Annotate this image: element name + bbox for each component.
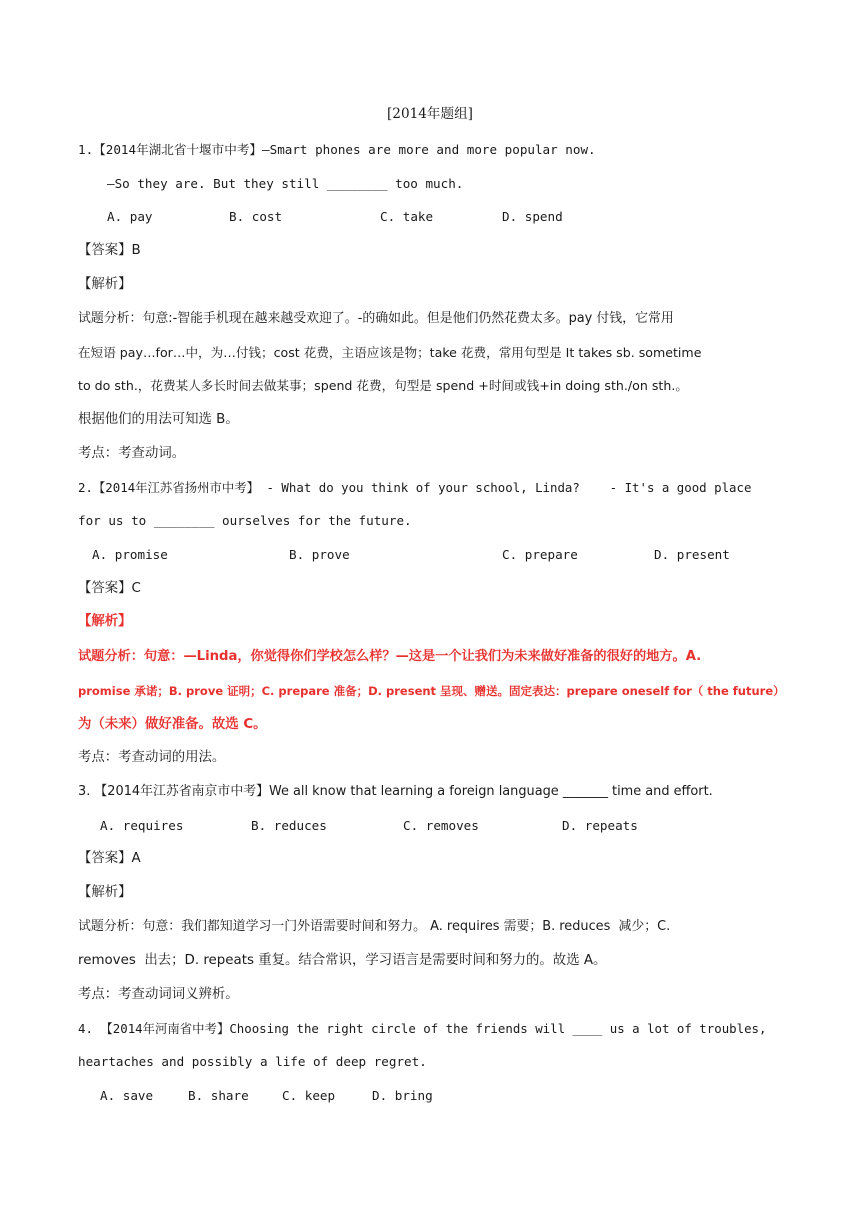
q2-analysis-line: promise 承诺；B. prove 证明；C. prepare 准备；D. present 呈现、赠送。固定表达：prepare oneself for（ the future）	[78, 684, 785, 698]
q1-option-d: D. spend	[502, 209, 563, 224]
section-title: [2014年题组]	[387, 106, 473, 122]
q4-option-b: B. share	[188, 1088, 249, 1103]
q3-option-d: D. repeats	[562, 818, 638, 833]
q1-analysis-label: 【解析】	[78, 277, 132, 292]
q2-analysis-line: 为（未来）做好准备。故选 C。	[78, 717, 267, 732]
q2-head: 2.【2014年江苏省扬州市中考】 - What do you think of your school, Linda? - It's a good place	[78, 480, 752, 495]
q1-option-a: A. pay	[107, 209, 153, 224]
q1-analysis-line: to do sth.，花费某人多长时间去做某事；spend 花费，句型是 spend +时间或钱+in doing sth./on sth.。	[78, 378, 688, 393]
q2-answer: 【答案】C	[78, 581, 141, 596]
q1-analysis-line: 在短语 pay…for…中，为…付钱；cost 花费，主语应该是物；take 花费，常用句型是 It takes sb. sometime	[78, 345, 702, 360]
q3-option-a: A. requires	[100, 818, 184, 833]
q1-option-c: C. take	[380, 209, 434, 224]
q2-option-b: B. prove	[289, 547, 350, 562]
q2-option-c: C. prepare	[502, 547, 578, 562]
q4-head: 4. 【2014年河南省中考】Choosing the right circle of the friends will ____ us a lot of troubles,	[78, 1021, 767, 1036]
q3-point: 考点：考查动词词义辨析。	[78, 987, 239, 1002]
q2-option-a: A. promise	[92, 547, 168, 562]
q4-option-d: D. bring	[372, 1088, 433, 1103]
q3-option-b: B. reduces	[251, 818, 327, 833]
q2-option-d: D. present	[654, 547, 730, 562]
q1-point: 考点：考查动词。	[78, 446, 186, 461]
q3-answer: 【答案】A	[78, 851, 141, 866]
q1-answer: 【答案】B	[78, 243, 141, 258]
q2-line2: for us to ________ ourselves for the future.	[78, 513, 412, 528]
q3-option-c: C. removes	[403, 818, 479, 833]
q3-analysis-line: 试题分析：句意：我们都知道学习一门外语需要时间和努力。 A. requires 需要；B. reduces 减少；C.	[78, 919, 671, 934]
q1-line2: —So they are. But they still ________ too much.	[107, 176, 464, 191]
q2-point: 考点：考查动词的用法。	[78, 750, 226, 765]
q2-analysis-line: 试题分析：句意：—Linda，你觉得你们学校怎么样？—这是一个让我们为未来做好准备的很好的地方。A.	[78, 649, 702, 664]
q1-head: 1.【2014年湖北省十堰市中考】—Smart phones are more and more popular now.	[78, 142, 596, 157]
q4-option-c: C. keep	[282, 1088, 336, 1103]
q3-analysis-line: removes 出去；D. repeats 重复。结合常识，学习语言是需要时间和努力的。故选 A。	[78, 953, 607, 968]
q1-option-b: B. cost	[229, 209, 283, 224]
q1-analysis-line: 试题分析：句意:-智能手机现在越来越受欢迎了。-的确如此。但是他们仍然花费太多。pay 付钱，它常用	[78, 311, 674, 326]
q4-option-a: A. save	[100, 1088, 154, 1103]
q3-head: 3. 【2014年江苏省南京市中考】We all know that learning a foreign language _______ time and effort.	[78, 784, 713, 799]
q1-analysis-line: 根据他们的用法可知选 B。	[78, 412, 239, 427]
q3-analysis-label: 【解析】	[78, 885, 132, 900]
q2-analysis-label: 【解析】	[78, 614, 132, 629]
q4-line2: heartaches and possibly a life of deep regret.	[78, 1054, 427, 1069]
